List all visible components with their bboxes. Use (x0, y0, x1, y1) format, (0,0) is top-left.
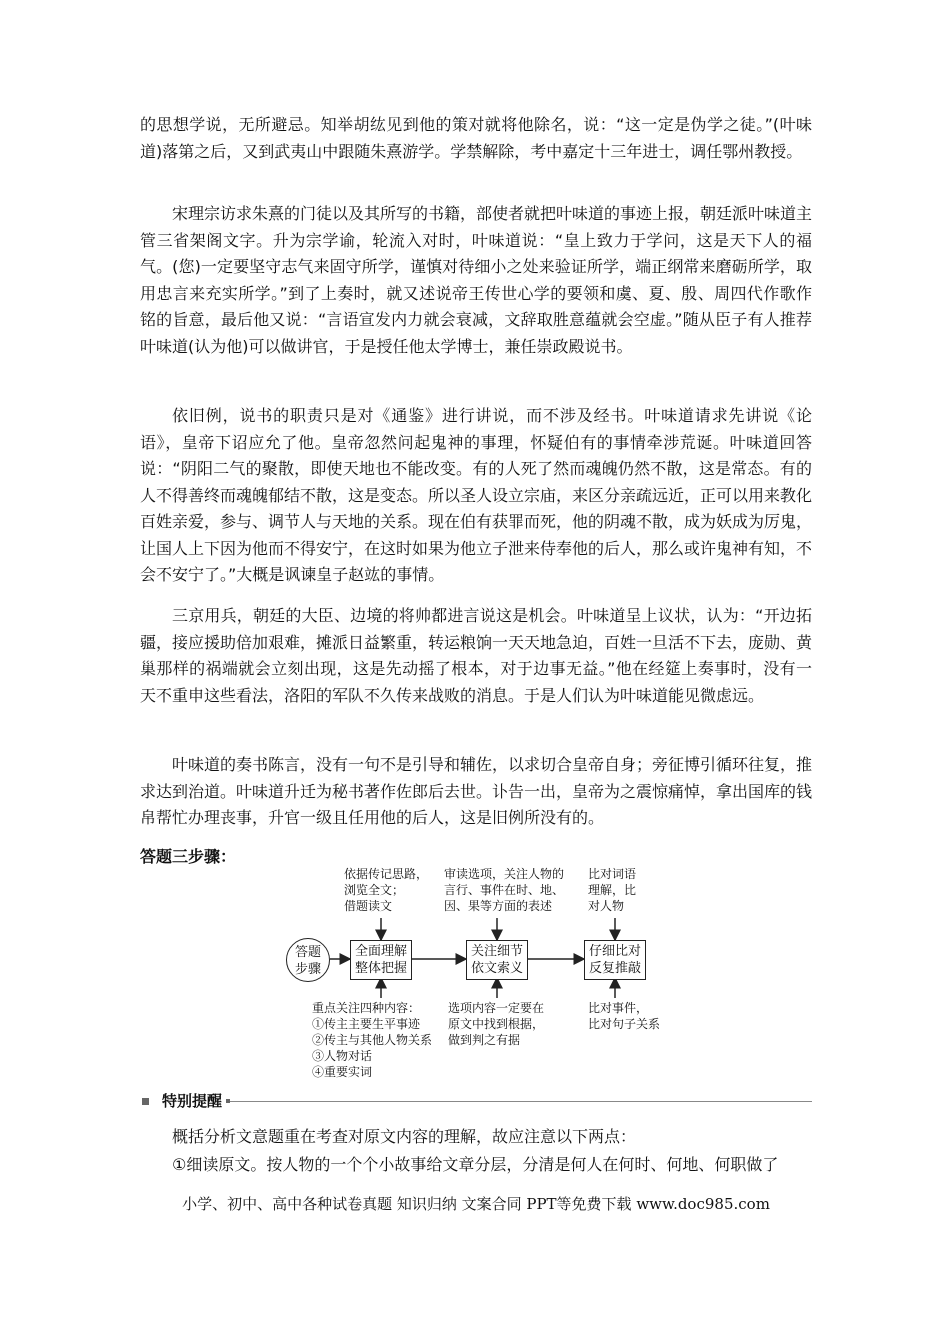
answer-steps-flowchart (282, 866, 682, 1082)
step-box-2: 关注细节 依文索义 (466, 940, 528, 980)
small-square-marker-icon (226, 1099, 230, 1103)
step-box-3: 仔细比对 反复推敲 (584, 940, 646, 980)
paragraph-1: 的思想学说，无所避忌。知举胡纮见到他的策对就将他除名，说：“这一定是伪学之徒。”(叶味道)落第之后，又到武夷山中跟随朱熹游学。学禁解除，考中嘉定十三年进士，调任鄂州教授。 (140, 115, 812, 161)
special-reminder-header (140, 1090, 812, 1114)
note-top-2: 审读选项，关注人物的 言行、事件在时、地、 因、果等方面的表述 (444, 867, 565, 913)
paragraph-2: 宋理宗访求朱熹的门徒以及其所写的书籍，部使者就把叶味道的事迹上报，朝廷派叶味道主管三省架阁文字。升为宗学谕，轮流入对时，叶味道说：“皇上致力于学问，这是天下人的福气。(您)一定要坚守志气来固守所学，谨慎对待细小之处来验证所学，端正纲常来磨砺所学，取用忠言来充实所学。”到了上奏时，就又述说帝王传世心学的要领和虞、夏、殷、周四代作歌作铭的旨意，最后他又说：“言语宣发内力就会衰减，文辞取胜意蕴就会空虚。”随从臣子有人推荐叶味道(认为他)可以做讲官，于是授任他太学博士，兼任崇政殿说书。 (140, 204, 813, 356)
paragraph-3: 依旧例，说书的职责只是对《通鉴》进行讲说，而不涉及经书。叶味道请求先讲说《论语》，皇帝下诏应允了他。皇帝忽然问起鬼神的事理，怀疑伯有的事情牵涉荒诞。叶味道回答说：“阴阳二气的聚散，即使天地也不能改变。有的人死了然而魂魄仍然不散，这是常态。有的人不得善终而魂魄郁结不散，这是变态。所以圣人设立宗庙，来区分亲疏远近，正可以用来教化百姓亲爱，参与、调节人与天地的关系。现在伯有获罪而死，他的阴魂不散，成为妖成为厉鬼，让国人上下因为他而不得安宁，在这时如果为他立子泄来侍奉他的后人，那么或许鬼神有知，不会不安宁了。”大概是讽谏皇子赵竑的事情。 (140, 406, 813, 584)
divider-line (220, 1101, 812, 1102)
start-circle: 答题 步骤 (286, 938, 330, 982)
step-box-1: 全面理解 整体把握 (350, 940, 412, 980)
tip-paragraph-2: ①细读原文。按人物的一个个小故事给文章分层，分清是何人在何时、何地、何职做了 (172, 1155, 779, 1174)
paragraph-4: 三京用兵，朝廷的大臣、边境的将帅都进言说这是机会。叶味道呈上议状，认为：“开边拓疆，接应援助倍加艰难，摊派日益繁重，转运粮饷一天天地急迫，百姓一旦活不下去，庞勋、黄巢那样的祸端就会立刻出现，这是先动摇了根本，对于边事无益。”他在经筵上奏事时，没有一天不重申这些看法，洛阳的军队不久传来战败的消息。于是人们认为叶味道能见微虑远。 (140, 606, 813, 705)
footer-text: 小学、初中、高中各种试卷真题 知识归纳 文案合同 PPT等免费下载 www.doc985.com (182, 1195, 770, 1213)
note-bottom-1: 重点关注四种内容： ①传主主要生平事迹 ②传主与其他人物关系 ③人物对话 ④重要实词 (312, 1001, 433, 1079)
steps-label: 答题三步骤： (140, 847, 237, 866)
square-marker-icon (142, 1098, 149, 1105)
tip-paragraph-1: 概括分析文意题重在考查对原文内容的理解，故应注意以下两点： (172, 1127, 637, 1146)
paragraph-5: 叶味道的奏书陈言，没有一句不是引导和辅佐，以求切合皇帝自身；旁征博引循环往复，推求达到治道。叶味道升迁为秘书著作佐郎后去世。讣告一出，皇帝为之震惊痛悼，拿出国库的钱帛帮忙办理丧事，升官一级且任用他的后人，这是旧例所没有的。 (140, 755, 813, 827)
special-reminder-title: 特别提醒 (158, 1090, 226, 1111)
note-bottom-3: 比对事件， 比对句子关系 (588, 1001, 661, 1031)
note-top-3: 比对词语 理解，比 对人物 (588, 867, 637, 913)
note-bottom-2: 选项内容一定要在 原文中找到根据， 做到判之有据 (448, 1001, 545, 1047)
note-top-1: 依据传记思路， 浏览全文； 借题读文 (344, 867, 429, 913)
